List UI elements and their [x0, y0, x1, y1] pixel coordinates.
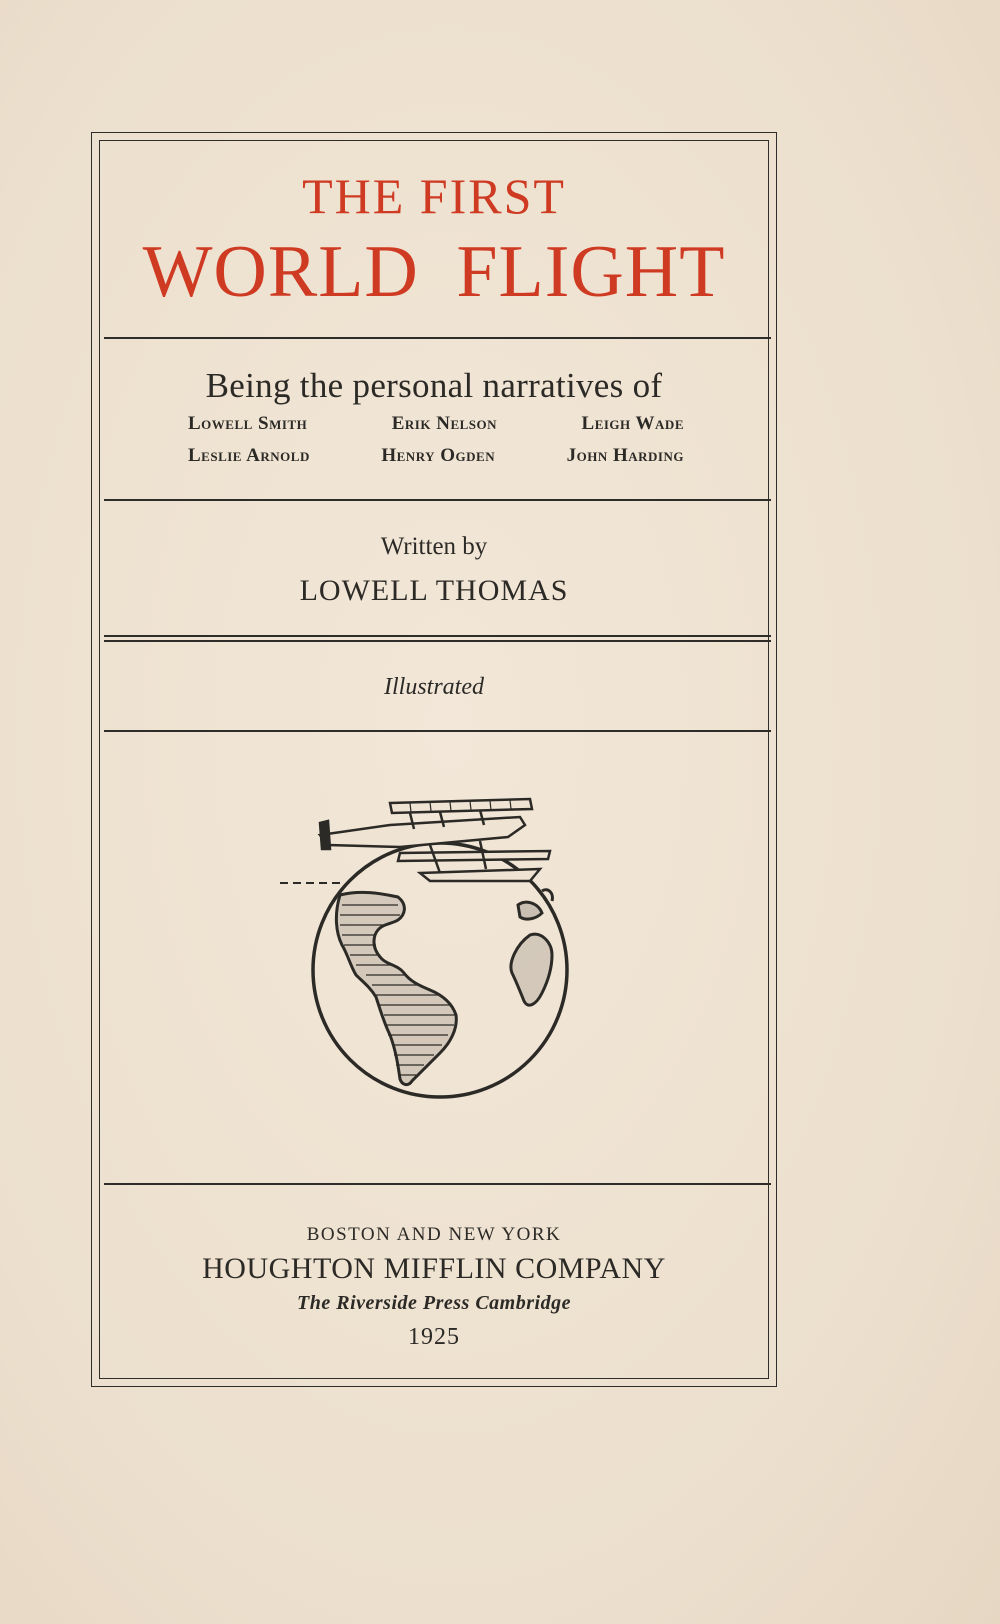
divider	[104, 337, 771, 339]
written-by-label: Written by	[380, 533, 488, 560]
narrator-name: Lowell Smith	[188, 413, 308, 434]
narrators-row-2	[188, 444, 684, 468]
publisher-city: BOSTON AND NEW YORK	[306, 1224, 562, 1245]
divider	[104, 499, 771, 501]
narrators-row-1	[188, 412, 684, 436]
narrator-name: Leslie Arnold	[188, 445, 310, 466]
divider	[104, 730, 771, 732]
divider	[104, 635, 771, 637]
author-name: LOWELL THOMAS	[299, 574, 569, 607]
narrator-name: John Harding	[566, 445, 684, 466]
airplane-icon	[320, 799, 550, 881]
press-name: The Riverside Press Cambridge	[297, 1292, 571, 1314]
narrator-name: Henry Ogden	[381, 445, 496, 466]
narrator-name: Leigh Wade	[581, 413, 684, 434]
publisher-name: HOUGHTON MIFFLIN COMPANY	[202, 1252, 666, 1285]
airplane-over-globe-icon	[280, 795, 590, 1105]
publication-year: 1925	[408, 1324, 460, 1350]
illustrated-note: Illustrated	[384, 674, 484, 700]
narrator-name: Erik Nelson	[391, 413, 498, 434]
title-line-1: THE FIRST	[302, 168, 566, 224]
divider	[104, 640, 771, 642]
subtitle: Being the personal narratives of	[205, 366, 663, 405]
title-line-2: WORLD FLIGHT	[142, 231, 726, 313]
divider	[104, 1183, 771, 1185]
inner-border	[99, 140, 769, 1379]
